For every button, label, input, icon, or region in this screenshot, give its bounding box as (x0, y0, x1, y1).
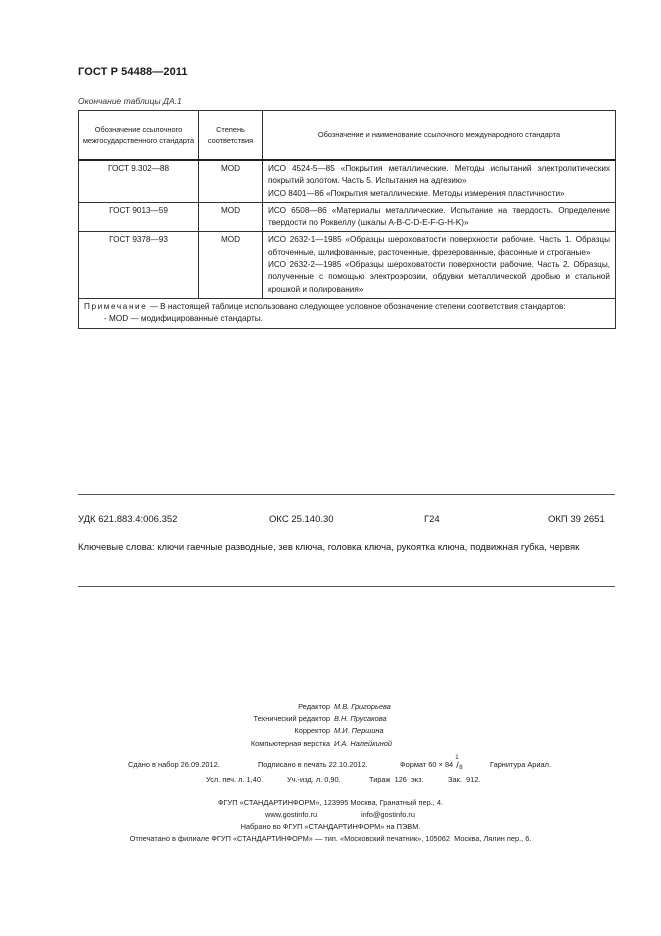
reference-standards-table (78, 110, 616, 329)
cell-degree: MOD (199, 202, 263, 232)
cell-standard: ГОСТ 9013—59 (79, 202, 199, 232)
imprint-typeface: Гарнитура Ариал. (490, 760, 552, 769)
publisher-address: ФГУП «СТАНДАРТИНФОРМ», 123995 Москва, Гранатный пер., 4. (217, 798, 444, 807)
table-note (79, 298, 616, 328)
table-header-row (79, 111, 616, 161)
udk-code: УДК 621.883.4:006.352 (78, 514, 178, 525)
format-fraction: 1 / 8 (455, 755, 463, 772)
note-item: - MOD — модифицированные стандарты. (104, 314, 263, 324)
imprint-submitted: Сдано в набор 26.09.2012. (128, 760, 220, 769)
format-text: Формат 60 × 84 (400, 760, 454, 769)
tech-editor-name: В.Н. Прусакова (334, 714, 387, 724)
editor-label: Редактор (298, 702, 330, 711)
layout-label: Компьютерная верстка (250, 738, 330, 748)
note-label: Примечание (84, 301, 148, 311)
col-header-interstate-standard: Обозначение ссылочного межгосударственного стандарта (79, 111, 199, 161)
okp-code: ОКП 39 2651 (548, 514, 605, 525)
table-caption: Окончание таблицы ДА.1 (78, 96, 182, 106)
table-note-row (79, 298, 616, 328)
proofreader-label: Корректор (294, 726, 330, 736)
table-row (79, 202, 616, 232)
fraction-denominator: 8 (459, 765, 463, 772)
cell-standard: ГОСТ 9378—93 (79, 232, 199, 298)
imprint-print-sheets: Усл. печ. л. 1,40. (206, 775, 263, 784)
intl-standard-entry: ИСО 6508—86 «Материалы металлические. Испытание на твердость. Определение твердости по Роквеллу (шкалы A-B-C-D-E-F-G-H-K)» (268, 205, 610, 228)
imprint-format (400, 755, 463, 772)
imprint-signed: Подписано в печать 22.10.2012. (258, 760, 368, 769)
oks-code: ОКС 25.140.30 (269, 514, 334, 525)
layout-name: И.А. Налейкиной (334, 738, 393, 748)
cell-international (263, 232, 616, 298)
publisher-printed: Отпечатано в филиале ФГУП «СТАНДАРТИНФОРМ» — тип. «Московский печатник», 105062 Москва, Лялин пер., 6. (129, 834, 532, 843)
table-row (79, 160, 616, 202)
document-header: ГОСТ Р 54488—2011 (78, 66, 188, 78)
cell-standard: ГОСТ 9.302—88 (79, 160, 199, 202)
intl-standard-entry: ИСО 2632-1—1985 «Образцы шероховатости поверхности рабочие. Часть 1. Образцы обточенные, шлифованные, расточенные, фрезерованные, фасонные и строганые» (268, 235, 610, 257)
divider-top (78, 494, 615, 495)
intl-standard-entry: ИСО 2632-2—1985 «Образцы шероховатости поверхности рабочие. Часть 2. Образцы, полученные с помощью электроэрозии, обдувки металлической дробью и стальной крошкой и полирования» (268, 260, 610, 294)
publisher-typeset: Набрано во ФГУП «СТАНДАРТИНФОРМ» на ПЭВМ. (240, 822, 421, 831)
fraction-numerator: 1 (455, 755, 459, 762)
cell-degree: MOD (199, 160, 263, 202)
proofreader-name: М.И. Першина (334, 726, 384, 736)
table-row (79, 232, 616, 298)
imprint-circulation: Тираж 126 экз. (369, 775, 424, 784)
g-code: Г24 (424, 514, 440, 525)
imprint-order: Зак. 912. (448, 775, 481, 784)
cell-international (263, 160, 616, 202)
note-text: — В настоящей таблице использовано следующее условное обозначение степени соответствия стандартов: (147, 301, 566, 311)
col-header-degree: Степень соответствия (199, 111, 263, 161)
col-header-international-standard: Обозначение и наименование ссылочного международного стандарта (263, 111, 616, 161)
editor-name: М.В. Григорьева (334, 702, 391, 711)
intl-standard-entry: ИСО 8401—86 «Покрытия металлические. Методы измерения пластичности» (268, 188, 565, 198)
keywords: Ключевые слова: ключи гаечные разводные, зев ключа, головка ключа, рукоятка ключа, подвижная губка, червяк (78, 542, 580, 553)
publisher-email: info@gostinfo.ru (361, 810, 415, 819)
imprint-publishing-sheets: Уч.-изд. л. 0,90. (287, 775, 341, 784)
cell-degree: MOD (199, 232, 263, 298)
tech-editor-label: Технический редактор (253, 714, 330, 724)
publisher-website: www.gostinfo.ru (265, 810, 318, 819)
divider-bottom (78, 586, 615, 587)
intl-standard-entry: ИСО 4524-5—85 «Покрытия металлические. Методы испытаний электролитических покрытий золотом. Часть 5. Испытания на адгезию» (268, 164, 610, 186)
cell-international (263, 202, 616, 232)
